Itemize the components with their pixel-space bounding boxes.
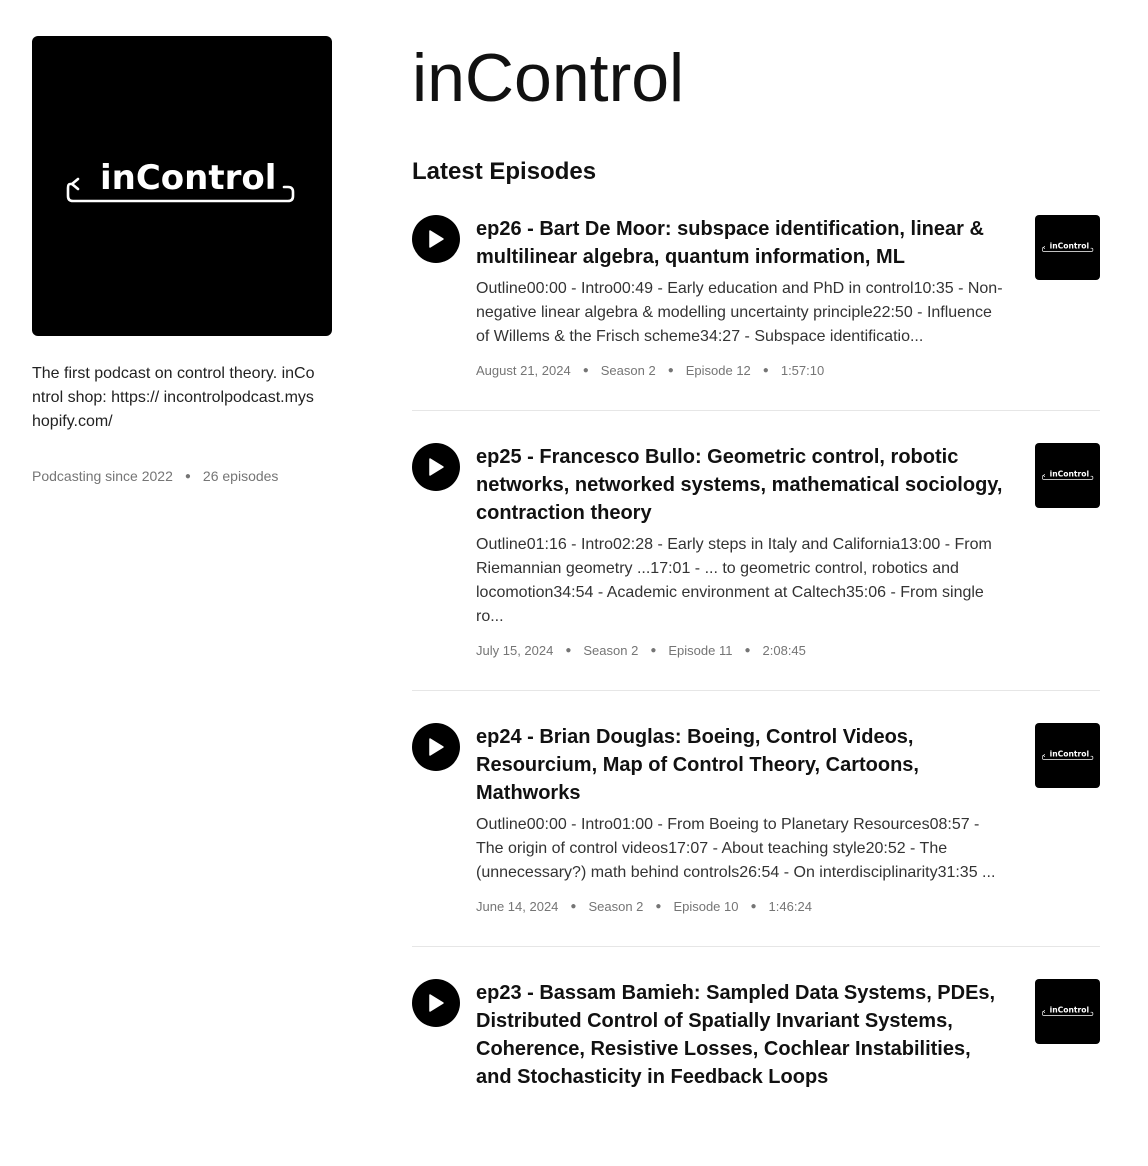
episode-date: August 21, 2024 <box>476 363 571 378</box>
separator-dot: ● <box>750 901 757 912</box>
episode-date: July 15, 2024 <box>476 643 554 658</box>
logo-text: inControl <box>100 162 277 198</box>
incontrol-logo <box>1042 750 1094 762</box>
episode-meta <box>476 899 1006 914</box>
play-icon <box>427 457 445 477</box>
play-icon <box>427 737 445 757</box>
podcast-stats <box>32 468 332 484</box>
logo-text: inControl <box>1049 1005 1089 1015</box>
episode-thumbnail[interactable] <box>1035 979 1100 1044</box>
play-button[interactable] <box>412 979 460 1027</box>
play-icon <box>427 229 445 249</box>
episode-item <box>412 443 1100 691</box>
episode-duration: 1:57:10 <box>780 363 825 378</box>
separator-dot: ● <box>184 470 191 482</box>
podcasting-since: Podcasting since 2022 <box>32 468 173 484</box>
episode-season: Season 2 <box>588 899 644 914</box>
episode-number: Episode 12 <box>685 363 751 378</box>
separator-dot: ● <box>744 645 751 656</box>
episode-title[interactable]: ep23 - Bassam Bamieh: Sampled Data Systems, PDEs, Distributed Control of Spatially Invariant Systems, Coherence, Resistive Losses, Cochlear Instabilities, and Stochasticity in Feedback Loops <box>476 982 996 1088</box>
separator-dot: ● <box>667 365 674 376</box>
separator-dot: ● <box>582 365 589 376</box>
episode-item <box>412 723 1100 947</box>
logo-text: inControl <box>1049 749 1089 759</box>
episode-season: Season 2 <box>600 363 656 378</box>
episode-body <box>476 723 1006 914</box>
separator-dot: ● <box>570 901 577 912</box>
episode-thumbnail[interactable] <box>1035 723 1100 788</box>
episode-list <box>412 215 1100 1123</box>
episode-title[interactable]: ep24 - Brian Douglas: Boeing, Control Videos, Resourcium, Map of Control Theory, Cartoons, Mathworks <box>476 726 919 804</box>
main-content <box>412 36 1100 1155</box>
episode-description: Outline00:00 - Intro00:49 - Early education and PhD in control10:35 - Non-negative linear algebra & modelling uncertainty principle22:50 - Influence of Willems & the Frisch scheme34:27 - Subspace identificatio... <box>476 280 1003 345</box>
episode-item <box>412 215 1100 411</box>
episode-thumbnail[interactable] <box>1035 443 1100 508</box>
latest-episodes-heading: Latest Episodes <box>412 158 597 185</box>
episode-number: Episode 11 <box>668 643 733 658</box>
episode-item <box>412 979 1100 1123</box>
separator-dot: ● <box>655 901 662 912</box>
podcast-description: The first podcast on control theory. inControl shop: https:// incontrolpodcast.myshopify.com/ <box>32 365 315 430</box>
play-button[interactable] <box>412 215 460 263</box>
logo-text: inControl <box>1049 241 1089 251</box>
episode-season: Season 2 <box>583 643 639 658</box>
separator-dot: ● <box>762 365 769 376</box>
separator-dot: ● <box>650 645 657 656</box>
play-button[interactable] <box>412 443 460 491</box>
episode-description: Outline01:16 - Intro02:28 - Early steps in Italy and California13:00 - From Riemannian geometry ...17:01 - ... to geometric control, robotics and locomotion34:54 - Academic environment at Caltech35:06 - From single ro... <box>476 536 992 625</box>
incontrol-logo <box>1042 242 1094 254</box>
episode-count: 26 episodes <box>202 468 279 484</box>
episode-description: Outline00:00 - Intro01:00 - From Boeing to Planetary Resources08:57 - The origin of control videos17:07 - About teaching style20:52 - The (unnecessary?) math behind controls26:54 - On interdisciplinarity31:35 ... <box>476 816 996 881</box>
separator-dot: ● <box>565 645 572 656</box>
incontrol-logo <box>1042 1006 1094 1018</box>
episode-meta <box>476 643 1006 658</box>
episode-title[interactable]: ep25 - Francesco Bullo: Geometric control, robotic networks, networked systems, mathematical sociology, contraction theory <box>476 446 1003 524</box>
episode-thumbnail[interactable] <box>1035 215 1100 280</box>
episode-number: Episode 10 <box>673 899 739 914</box>
episode-body <box>476 215 1006 378</box>
podcast-cover-art <box>32 36 332 336</box>
episode-body <box>476 443 1006 658</box>
logo-text: inControl <box>1049 469 1089 479</box>
play-icon <box>427 993 445 1013</box>
play-button[interactable] <box>412 723 460 771</box>
episode-meta <box>476 363 1006 378</box>
incontrol-logo <box>1042 470 1094 482</box>
episode-duration: 2:08:45 <box>762 643 806 658</box>
episode-date: June 14, 2024 <box>476 899 559 914</box>
episode-title[interactable]: ep26 - Bart De Moor: subspace identification, linear & multilinear algebra, quantum information, ML <box>476 218 984 268</box>
incontrol-logo <box>66 162 298 210</box>
sidebar <box>32 36 332 484</box>
episode-body <box>476 979 1006 1091</box>
episode-duration: 1:46:24 <box>768 899 812 914</box>
podcast-title: inControl <box>412 40 685 116</box>
